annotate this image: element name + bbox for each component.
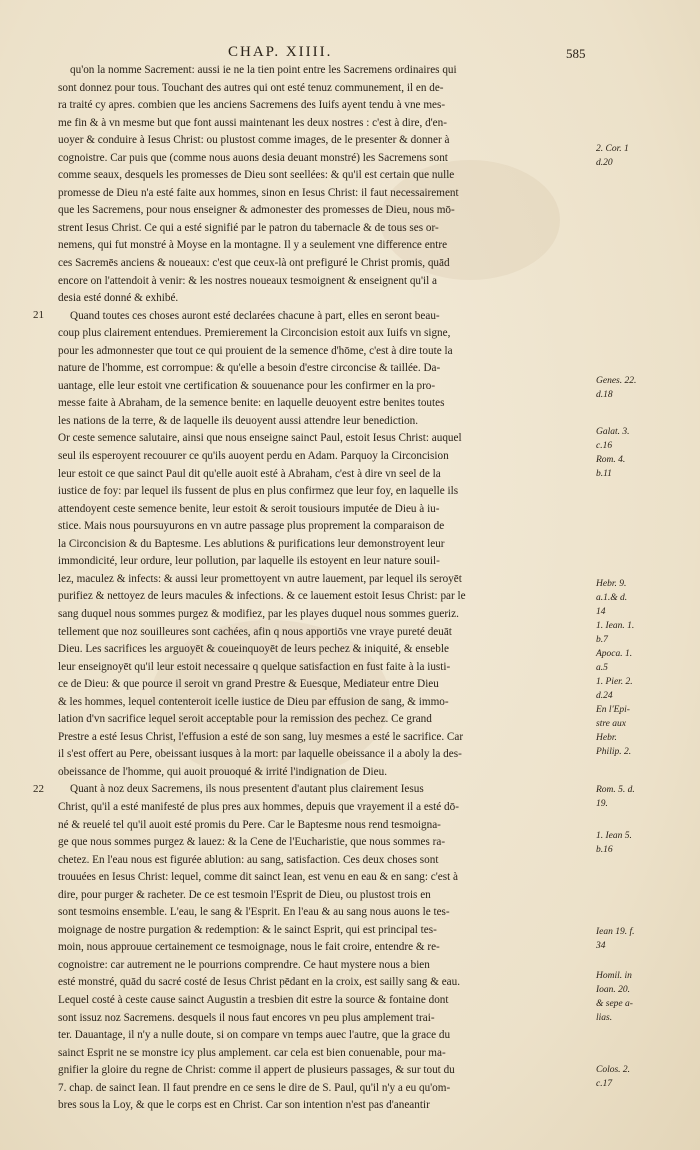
text-line: promesse de Dieu n'a esté faite aux hommes, sinon en Iesus Christ: il faut necessairement [58, 186, 459, 199]
text-line: strent Iesus Christ. Ce qui a esté signifié par le patron du tabernacle & de tous ses or- [58, 221, 439, 234]
margin-note: b.16 [596, 845, 613, 855]
margin-note: d.18 [596, 390, 613, 400]
margin-note: stre aux [596, 719, 626, 729]
text-line: bres sous la Loy, & que le corps est en Christ. Car son intention n'est pas d'aneantir [58, 1099, 430, 1112]
text-line: que les Sacremens, pour nous enseigner & admonester des promesses de Dieu, nous mō- [58, 204, 455, 217]
text-line: ce de Dieu: & que pource il seroit vn grand Prestre & Euesque, Mediateur entre Dieu [58, 678, 439, 691]
text-line: moin, nous approuue certainement ce tesmoignage, nous le fait croire, entendre & re- [58, 941, 440, 954]
page-number: 585 [566, 46, 586, 61]
text-line: purifiez & nettoyez de leurs macules & infections. & ce lauement estoit Iesus Christ: par le [58, 590, 466, 603]
margin-note: Rom. 4. [596, 455, 626, 465]
section-number: 22 [33, 783, 44, 795]
text-line: stice. Mais nous poursuyurons en vn autre passage plus proprement la comparaison de [58, 520, 445, 533]
section-number: 21 [33, 309, 44, 321]
text-line: comme seaux, desquels les promesses de Dieu sont seellées: & qu'il est certain que nulle [58, 169, 455, 182]
margin-note: c.17 [596, 1079, 613, 1089]
margin-note: a.5 [596, 663, 608, 673]
margin-note: lias. [596, 1013, 613, 1023]
text-line: la Circoncision & du Baptesme. Les ablutions & purifications leur demonstroyent leur [58, 537, 445, 550]
running-head: CHAP. XIIII. [228, 44, 333, 60]
text-line: messe faite à Abraham, de la semence benite: en laquelle deuoyent estre benites toutes [58, 397, 445, 410]
text-line: lez, maculez & infects: & aussi leur promettoyent vn autre lauement, par lequel ils seroyēt [58, 572, 462, 585]
text-line: Quand toutes ces choses auront esté declarées chacune à part, elles en seront beau- [70, 309, 440, 322]
margin-note: 1. Iean. 1. [596, 621, 635, 631]
text-line: Or ceste semence salutaire, ainsi que nous enseigne sainct Paul, estoit Iesus Christ: auquel [58, 432, 462, 445]
text-line: immondicité, leur ordure, leur pollution, par laquelle ils estoyent en leur nature souil- [58, 555, 440, 568]
body-text [58, 62, 568, 1115]
text-line: Prestre a esté Iesus Christ, l'effusion a esté de son sang, luy mesmes a esté le sacrifice. Car [58, 730, 464, 743]
text-line: dire, pour purger & racheter. De ce est tesmoin l'Esprit de Dieu, ou plustost trois en [58, 888, 431, 901]
margin-note: Iean 19. f. [596, 927, 635, 937]
margin-note: Hebr. 9. [596, 579, 627, 589]
text-line: qu'on la nomme Sacrement: aussi ie ne la tien point entre les Sacremens ordinaires qui [70, 64, 457, 76]
text-line: ra traité cy apres. combien que les anciens Sacremens des Iuifs ayent tendu à vne mes- [58, 99, 446, 112]
text-line: gnifier la gloire du regne de Christ: comme il appert de plusieurs passages, & sur tout du [58, 1064, 455, 1077]
text-line: uantage, elle leur estoit vne certification & souuenance pour les confirmer en la pro- [58, 379, 436, 392]
text-line: leur estoit ce que sainct Paul dit qu'elle auoit esté à Abraham, c'est à dire vn seel de la [58, 467, 441, 480]
margin-note: Hebr. [596, 733, 617, 743]
margin-note: Genes. 22. [596, 376, 637, 386]
margin-note: Philip. 2. [596, 747, 632, 757]
text-line: nature de l'homme, est corrompue: & qu'elle a besoin d'estre circoncise & taillée. Da- [58, 362, 441, 375]
text-line: Lequel costé à ceste cause sainct Augustin a tresbien dit estre la source & fontaine dont [58, 993, 449, 1006]
margin-note: b.7 [596, 635, 608, 645]
text-line: lation d'vn sacrifice lequel seroit acceptable pour la remission des pechez. Ce grand [58, 713, 432, 726]
text-line: moignage de nostre purgation & redemption: & le sainct Esprit, qui est principal tes- [58, 923, 437, 936]
margin-note: c.16 [596, 441, 613, 451]
margin-note: Homil. in [596, 971, 632, 981]
margin-note: b.11 [596, 469, 612, 479]
text-line: me fin & à vn mesme but que font aussi maintenant les deux nostres : c'est à dire, d'en- [58, 116, 447, 129]
margin-note: Apoca. 1. [596, 649, 633, 659]
page-header [0, 44, 700, 64]
text-line: sang duquel nous sommes purgez & modifiez, par les playes duquel nous sommes gueriz. [58, 607, 459, 620]
text-line: coup plus clairement entendues. Premierement la Circoncision estoit aux Iuifs vn signe, [58, 327, 451, 340]
text-line: obeissance de l'homme, qui auoit prouoqué & irrité l'indignation de Dieu. [58, 765, 388, 778]
margin-note: 34 [596, 941, 606, 951]
text-line: esté monstré, quād du sacré costé de Iesus Christ pēdant en la croix, est sailly sang & eau. [58, 976, 461, 989]
margin-note: 1. Iean 5. [596, 831, 632, 841]
text-line: cognoistre: car autrement ne le pourrions comprendre. Ce haut mystere nous a bien [58, 958, 430, 971]
margin-note: En l'Epi- [596, 705, 630, 715]
text-line: pour les admonnester que tout ce qui prouient de la semence d'hōme, c'est à dire toute la [58, 344, 453, 357]
text-line: Dieu. Les sacrifices les arguoyēt & coueinquoyēt de leurs pechez & iniquité, & enseble [58, 643, 449, 656]
text-line: leur enseignoyēt qu'il leur estoit necessaire q quelque satisfaction en fust faite à la iusti- [58, 660, 451, 673]
text-line: Quant à noz deux Sacremens, ils nous presentent d'autant plus clairement Iesus [70, 783, 424, 796]
text-line: sont issuz noz Sacremens. desquels il nous faut encores vn peu plus amplement trai- [58, 1011, 435, 1024]
text-line: iustice de foy: par lequel ils fussent de plus en plus confirmez que leur foy, en laquelle ils [58, 485, 459, 498]
text-line: sont donnez pour tous. Touchant des autres qui ont esté tenuz communement, il en de- [58, 81, 444, 94]
text-line: seul ils esperoyent recouurer ce qu'ils auoyent perdu en Adam. Parquoy la Circoncision [58, 450, 449, 463]
text-line: chetez. En l'eau nous est figurée ablution: au sang, satisfaction. Ces deux choses sont [58, 853, 439, 866]
margin-note: Ioan. 20. [596, 985, 631, 995]
text-line: ces Sacremēs anciens & noueaux: c'est que ceux-là ont prefiguré le Christ promis, quād [58, 257, 450, 270]
text-line: encore on l'attendoit à venir: & les nostres noueaux tesmoignent & enseignent qu'il a [58, 274, 438, 287]
text-line: 7. chap. de sainct Iean. Il faut prendre en ce sens le dire de S. Paul, qu'il n'y a eu qu'om- [58, 1081, 451, 1094]
text-line: Christ, qu'il a esté manifesté de plus pres aux hommes, depuis que vrayement il a esté dō- [58, 800, 459, 813]
margin-note: a.1.& d. [596, 593, 628, 603]
margin-note: Colos. 2. [596, 1065, 631, 1075]
margin-note: 14 [596, 607, 606, 617]
text-line: sainct Esprit ne se monstre icy plus amplement. car cela est bien conuenable, pour ma- [58, 1046, 446, 1059]
margin-note: d.20 [596, 158, 613, 168]
text-line: tellement que noz souilleures sont cachées, afin q nous apportiōs vne vraye pureté deuāt [58, 625, 452, 638]
margin-note: d.24 [596, 691, 613, 701]
margin-note: 19. [596, 799, 608, 809]
text-line: les nations de la terre, & de laquelle ils deuoyent aussi attendre leur benediction. [58, 414, 419, 427]
text-line: ge que nous sommes purgez & lauez: & la Cene de l'Eucharistie, que nous sommes ra- [58, 836, 446, 849]
margin-note: 2. Cor. 1 [596, 144, 629, 154]
text-line: desia esté donné & exhibé. [58, 292, 179, 305]
text-line: nemens, qui fut monstré à Moyse en la montagne. Il y a seulement vne difference entre [58, 239, 448, 252]
text-line: & les hommes, lequel contenteroit icelle iustice de Dieu par effusion de sang, & immo- [58, 695, 449, 708]
margin-note: 1. Pier. 2. [596, 677, 633, 687]
margin-note: Rom. 5. d. [596, 785, 635, 795]
text-line: trouuées en Iesus Christ: lequel, comme dit sainct Iean, est venu en eau & en sang: c'est à [58, 871, 458, 884]
margin-note: Galat. 3. [596, 427, 630, 437]
text-line: ter. Dauantage, il n'y a nulle doute, si on compare vn temps auec l'autre, que la grace du [58, 1029, 451, 1042]
text-line: attendoyent ceste semence benite, leur estoit & seroit tousiours imputée de Dieu à iu- [58, 502, 440, 515]
text-line: cognoistre. Car puis que (comme nous auons desia deuant monstré) les Sacremens sont [58, 151, 448, 164]
text-line: né & reuelé tel qu'il auoit esté promis du Pere. Car le Baptesme nous rend tesmoigna- [58, 818, 441, 831]
margin-note: & sepe a- [596, 999, 633, 1009]
text-line: sont tesmoins ensemble. L'eau, le sang & l'Esprit. En l'eau & au sang nous auons le tes- [58, 906, 450, 919]
text-line: uoyer & conduire à Iesus Christ: ou plustost comme images, de le presenter & donner à [58, 134, 450, 147]
text-line: il s'est offert au Pere, obeissant iusques à la mort: par laquelle obeissance il a aboly la des- [58, 748, 462, 761]
